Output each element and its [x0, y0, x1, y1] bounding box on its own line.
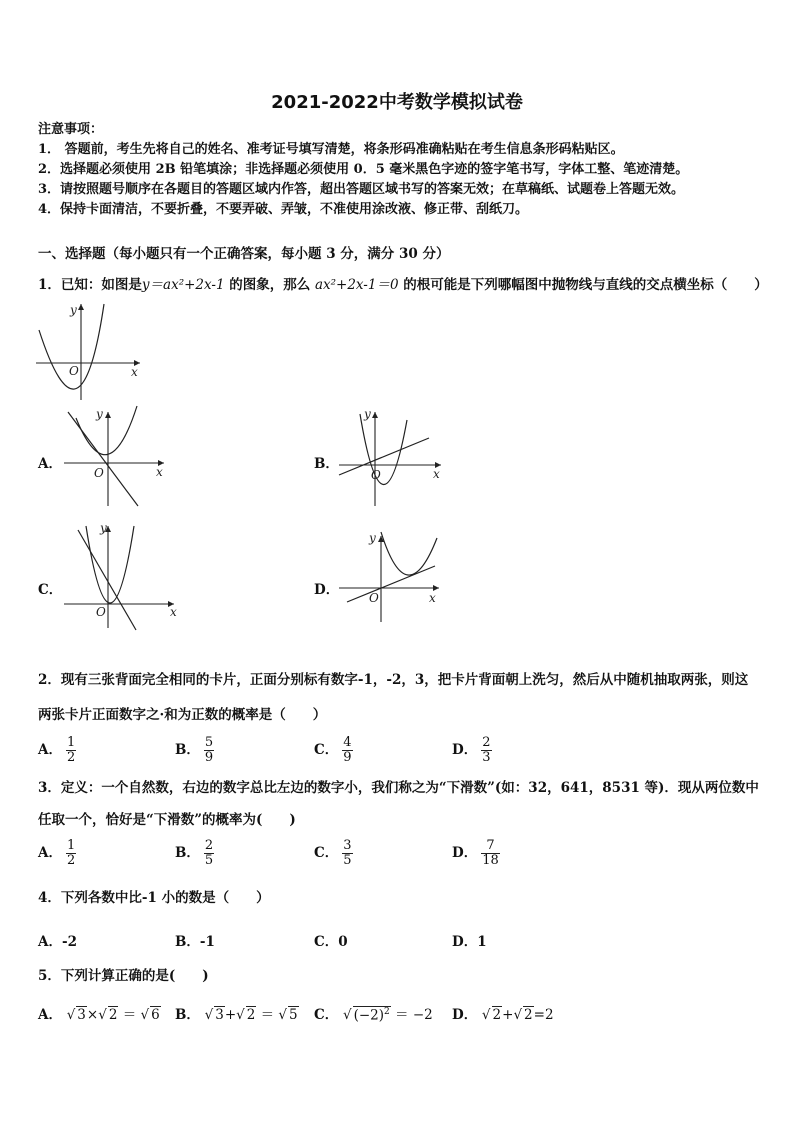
notice-item-1: 1． 答题前，考生先将自己的姓名、准考证号填写清楚，将条形码准确粘贴在考生信息条形码粘贴区。	[38, 142, 624, 157]
axis-y-label: y	[364, 407, 371, 421]
question-3-line-2: 任取一个，恰好是“下滑数”的概率为( )	[38, 812, 296, 828]
notice-item-3: 3．请按照题号顺序在各题目的答题区域内作答，超出答题区域书写的答案无效；在草稿纸、试题卷上答题无效。	[38, 182, 685, 197]
q1-option-a-graph	[60, 402, 180, 512]
notice-item-2: 2．选择题必须使用 2B 铅笔填涂；非选择题必须使用 0．5 毫米黑色字迹的签字笔书写，字体工整、笔迹清楚。	[38, 162, 689, 177]
q2-option-c[interactable]: C． $\frac{4}{9}$	[314, 735, 352, 765]
question-2-line-1: 2．现有三张背面完全相同的卡片，正面分别标有数字-1，-2，3，把卡片背面朝上洗匀，然后从中随机抽取两张，则这	[38, 672, 749, 688]
axis-y-label: y	[96, 407, 103, 421]
notice-item-4: 4．保持卡面清洁，不要折叠，不要弄破、弄皱，不准使用涂改液、修正带、刮纸刀。	[38, 202, 529, 217]
q5-option-c[interactable]: C． √ $(-2)^2 = -2$	[314, 1006, 433, 1023]
axis-x-label: x	[170, 605, 177, 619]
axis-y-label: y	[369, 531, 376, 545]
question-3-line-1: 3．定义：一个自然数，右边的数字总比左边的数字小，我们称之为“下滑数”(如：32，641，8531 等)．现从两位数中	[38, 780, 759, 796]
q2-option-a[interactable]: A． $\frac{1}{2}$	[38, 735, 76, 765]
page-title: 2021-2022中考数学模拟试卷	[271, 92, 523, 113]
q1-option-c-graph	[60, 520, 190, 630]
q1-option-b-graph	[335, 402, 455, 512]
q4-option-a[interactable]: A．-2	[38, 934, 77, 950]
q3-option-c[interactable]: C． $\frac{3}{5}$	[314, 838, 352, 868]
question-5-stem: 5．下列计算正确的是( )	[38, 968, 209, 984]
q4-option-c[interactable]: C．0	[314, 934, 348, 950]
q3-option-d[interactable]: D． $\frac{7}{18}$	[452, 838, 499, 868]
q1-option-b-label[interactable]: B．	[314, 456, 339, 472]
question-4-stem: 4．下列各数中比-1 小的数是（ ）	[38, 890, 270, 906]
axis-y-label: y	[100, 521, 107, 535]
axis-y-label: y	[70, 303, 77, 317]
q1-option-d-label[interactable]: D．	[314, 582, 340, 598]
origin-label: O	[369, 591, 379, 605]
question-1-stem: 1．已知：如图是y＝ax²+2x-1 的图象，那么 ax²+2x-1＝0 的根可能是下列哪幅图中抛物线与直线的交点横坐标（ ）	[38, 277, 768, 293]
q2-option-d[interactable]: D． $\frac{2}{3}$	[452, 735, 491, 765]
q5-option-b[interactable]: B． √ 3+√ 2 ＝ √ 5	[175, 1007, 298, 1023]
q3-option-a[interactable]: A． $\frac{1}{2}$	[38, 838, 76, 868]
q2-option-b[interactable]: B． $\frac{5}{9}$	[175, 735, 214, 765]
q1-main-graph	[30, 300, 150, 400]
axis-x-label: x	[433, 467, 440, 481]
q3-option-b[interactable]: B． $\frac{2}{5}$	[175, 838, 214, 868]
q1-option-a-label[interactable]: A．	[38, 456, 62, 472]
question-2-line-2: 两张卡片正面数字之·和为正数的概率是（ ）	[38, 707, 327, 723]
notice-heading: 注意事项：	[38, 122, 104, 137]
origin-label: O	[96, 605, 106, 619]
q5-option-a[interactable]: A． √ 3×√ 2 ＝ √ 6	[38, 1007, 160, 1023]
q1-option-d-graph	[335, 530, 455, 625]
origin-label: O	[69, 364, 79, 378]
axis-x-label: x	[156, 465, 163, 479]
origin-label: O	[371, 468, 381, 482]
section-heading: 一、选择题（每小题只有一个正确答案，每小题 3 分，满分 30 分）	[38, 246, 450, 262]
axis-x-label: x	[429, 591, 436, 605]
q5-option-d[interactable]: D． √ 2+√ 2=2	[452, 1007, 554, 1023]
q4-option-d[interactable]: D．1	[452, 934, 487, 950]
q1-option-c-label[interactable]: C．	[38, 582, 63, 598]
axis-x-label: x	[131, 365, 138, 379]
q4-option-b[interactable]: B．-1	[175, 934, 215, 950]
origin-label: O	[94, 466, 104, 480]
